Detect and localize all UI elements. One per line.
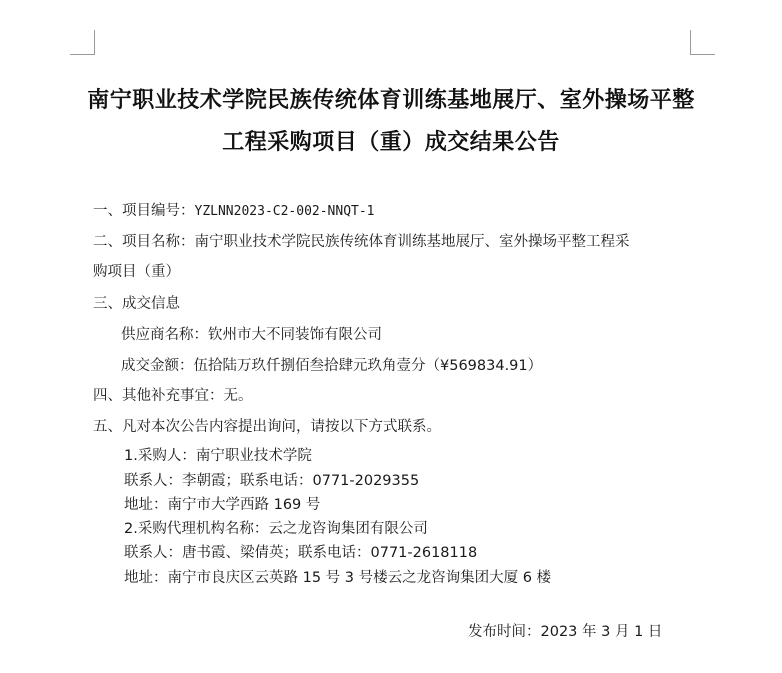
purchaser-name: 1.采购人：南宁职业技术学院 — [124, 448, 312, 464]
agency-address: 地址：南宁市良庆区云英路 15 号 3 号楼云之龙咨询集团大厦 6 楼 — [124, 570, 552, 586]
purchaser-contact: 联系人：李朝霞；联系电话：0771-2029355 — [124, 473, 420, 489]
document-title-line-1: 南宁职业技术学院民族传统体育训练基地展厅、室外操场平整 — [87, 88, 695, 113]
other-matters: 四、其他补充事宜：无。 — [93, 388, 253, 404]
page-corner-mark-top-left — [70, 30, 95, 55]
publish-date: 发布时间：2023 年 3 月 1 日 — [468, 624, 663, 640]
purchaser-address: 地址：南宁市大学西路 169 号 — [124, 497, 321, 513]
project-name-label: 二、项目名称： — [93, 234, 195, 250]
project-number-label: 一、项目编号： — [93, 203, 195, 219]
contact-intro: 五、凡对本次公告内容提出询问，请按以下方式联系。 — [93, 419, 441, 435]
supplier-name: 供应商名称：钦州市大不同装饰有限公司 — [121, 327, 382, 343]
page-corner-mark-top-right — [690, 30, 715, 55]
project-name-value-line-1: 南宁职业技术学院民族传统体育训练基地展厅、室外操场平整工程采 — [194, 234, 630, 250]
project-number-row — [93, 199, 375, 220]
project-name-row — [93, 230, 630, 251]
document-title-line-2: 工程采购项目（重）成交结果公告 — [222, 130, 560, 155]
agency-contact: 联系人：唐书霞、梁倩英；联系电话：0771-2618118 — [124, 545, 478, 561]
deal-info-heading: 三、成交信息 — [93, 296, 180, 312]
project-name-value-line-2: 购项目（重） — [93, 264, 180, 280]
deal-amount: 成交金额：伍拾陆万玖仟捌佰叁拾肆元玖角壹分（¥569834.91） — [121, 358, 543, 374]
agency-name: 2.采购代理机构名称：云之龙咨询集团有限公司 — [124, 521, 428, 537]
project-number-value: YZLNN2023-C2-002-NNQT-1 — [194, 204, 375, 219]
